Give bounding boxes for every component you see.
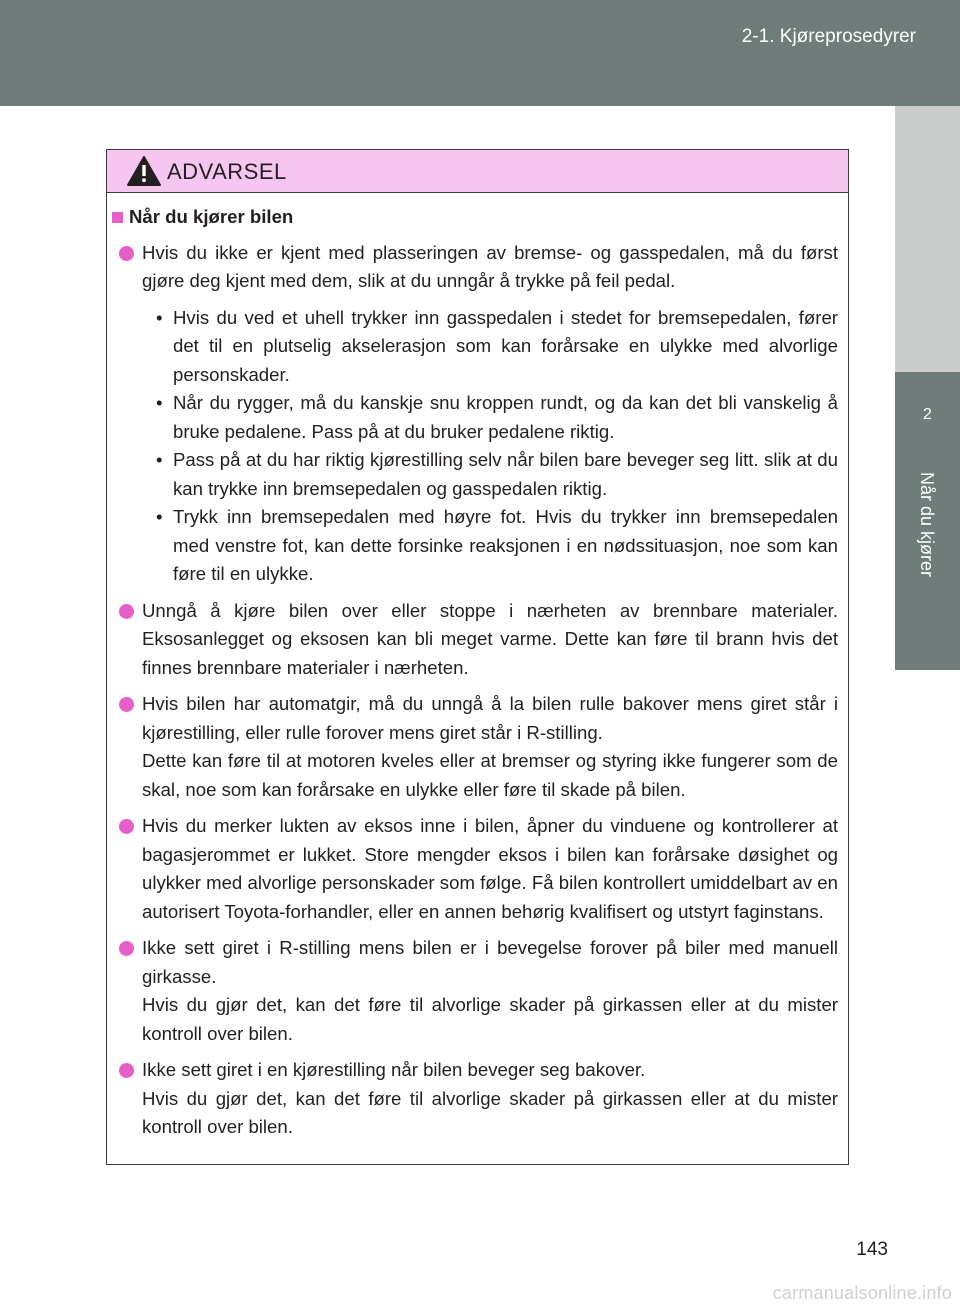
warning-item [112,239,838,296]
chapter-label: Når du kjører [917,472,937,578]
sub-bullet-list [112,304,838,589]
warning-box [106,149,849,1165]
warning-item-text: Hvis bilen har automatgir, må du unngå å la bilen rulle bakover mens giret står i kjørestilling, eller rulle forover mens giret står i R-stilling. [142,693,838,743]
section-title: 2-1. Kjøreprosedyrer [741,26,916,47]
circle-bullet-icon [119,246,134,261]
warning-item [112,690,838,804]
warning-subhead [112,203,838,232]
warning-item-text: Ikke sett giret i en kjørestilling når bilen beveger seg bakover. [142,1059,646,1080]
sub-bullet-text: Når du rygger, må du kanskje snu kroppen rundt, og da kan det bli vanskelig å bruke pedalene. Pass på at du bruker pedalene riktig. [173,392,838,442]
circle-bullet-icon [119,1063,134,1078]
warning-header [107,150,848,193]
square-bullet-icon [112,212,123,223]
side-tab-spacer [895,106,960,372]
sub-bullet-text: Trykk inn bremsepedalen med høyre fot. Hvis du trykker inn bremsepedalen med venstre fot, kan dette forsinke reaksjonen i en nødssituasjon, noe som kan føre til en ulykke. [173,506,838,584]
sub-bullet-text: Pass på at du har riktig kjørestilling selv når bilen bare beveger seg litt. slik at du kan trykke inn bremsepedalen og gasspedalen riktig. [173,449,838,499]
warning-title: ADVARSEL [167,159,287,184]
circle-bullet-icon [119,941,134,956]
sub-bullet-text: Hvis du ved et uhell trykker inn gasspedalen i stedet for bremsepedalen, fører det til en plutselig akselerasjon som kan forårsake en ulykke med alvorlige personskader. [173,306,838,385]
warning-item-text: Hvis du ikke er kjent med plasseringen av bremse- og gasspedalen, må du først gjøre deg kjent med dem, slik at du unngår å trykke på feil pedal. [142,241,838,291]
sub-bullet: • Trykk inn bremsepedalen med høyre fot. Hvis du trykker inn bremsepedalen med venstre fot, kan dette forsinke reaksjonen i en nødssituasjon, noe som kan føre til en ulykke. [156,506,838,584]
page-number: 143 [856,1239,888,1260]
warning-item-text: Hvis du merker lukten av eksos inne i bilen, åpner du vinduene og kontrollerer at bagasjerommet er lukket. Store mengder eksos i bilen kan forårsake døsighet og ulykker med alvorlige personskader som følge. Få bilen kontrollert umiddelbart av en autorisert Toyota-forhandler, eller en annen behørig kvalifisert og utstyrt faginstans. [142,815,838,922]
warning-item [112,1056,838,1142]
watermark: carmanualsonline.info [772,1283,952,1303]
chapter-tab [895,372,960,670]
header-band [0,0,960,106]
warning-item [112,812,838,926]
warning-subhead-text: Når du kjører bilen [129,206,294,227]
warning-item-text-2: Hvis du gjør det, kan det føre til alvorlige skader på girkassen eller at du mister kontroll over bilen. [142,994,838,1044]
sub-bullet: • Hvis du ved et uhell trykker inn gasspedalen i stedet for bremsepedalen, fører det til en plutselig akselerasjon som kan forårsake en ulykke med alvorlige personskader. [156,306,838,385]
warning-triangle-icon [126,155,162,187]
sub-bullet: • Pass på at du har riktig kjørestilling selv når bilen bare beveger seg litt. slik at du kan trykke inn bremsepedalen og gasspedalen riktig. [156,449,838,499]
warning-item [112,597,838,683]
circle-bullet-icon [119,604,134,619]
warning-item [112,934,838,1048]
warning-item-text: Ikke sett giret i R-stilling mens bilen er i bevegelse forover på biler med manuell girkasse. [142,937,838,987]
circle-bullet-icon [119,697,134,712]
warning-item-text-2: Hvis du gjør det, kan det føre til alvorlige skader på girkassen eller at du mister kontroll over bilen. [142,1087,838,1137]
warning-body [112,203,838,1150]
chapter-number: 2 [923,406,932,423]
circle-bullet-icon [119,819,134,834]
warning-item-text-2: Dette kan føre til at motoren kveles eller at bremser og styring ikke fungerer som de skal, noe som kan forårsake en ulykke eller føre til skade på bilen. [142,750,838,800]
warning-item-text: Unngå å kjøre bilen over eller stoppe i nærheten av brennbare materialer. Eksosanlegget og eksosen kan bli meget varme. Dette kan føre til brann hvis det finnes brennbare materialer i nærheten. [142,599,838,678]
sub-bullet: • Når du rygger, må du kanskje snu kroppen rundt, og da kan det bli vanskelig å bruke pedalene. Pass på at du bruker pedalene riktig. [156,392,838,442]
